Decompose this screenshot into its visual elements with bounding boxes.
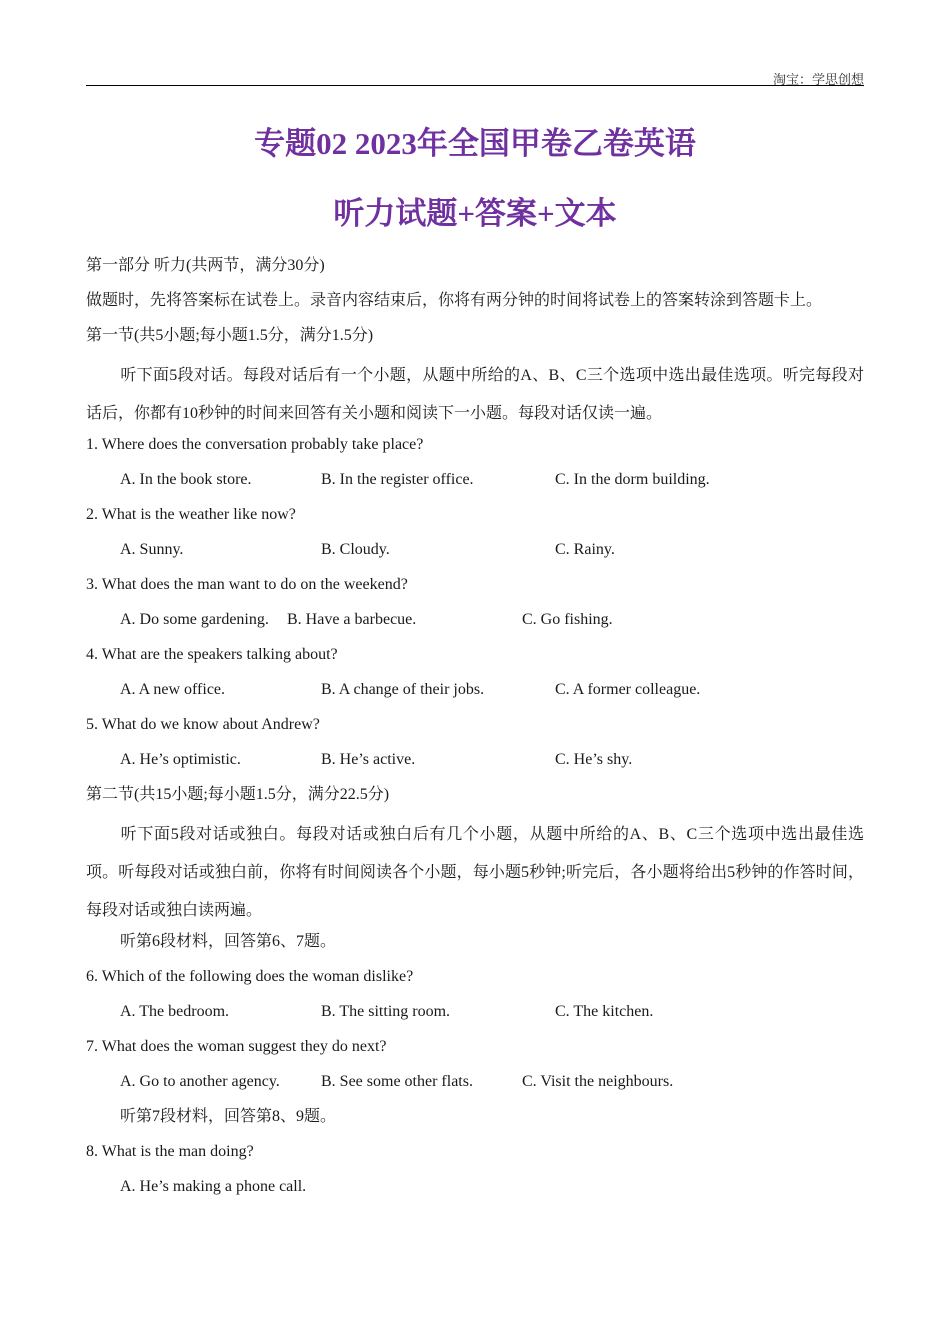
section2-intro: 听下面5段对话或独白。每段对话或独白后有几个小题，从题中所给的A、B、C三个选项中选出最佳选项。听每段对话或独白前，你将有时间阅读各个小题，每小题5秒钟;听完后，各小题将给出5秒钟的作答时间，每段对话或独白读两遍。 — [86, 826, 864, 919]
header-note: 淘宝：学思创想 — [772, 72, 864, 87]
question-7-options — [86, 1068, 864, 1103]
question-6-options — [86, 998, 864, 1033]
part1-heading: 第一部分 听力(共两节，满分30分) — [86, 257, 325, 274]
option-a: A. A new office. — [120, 681, 226, 698]
header-divider — [86, 85, 864, 86]
question-7: 7. What does the woman suggest they do next? — [86, 1038, 387, 1055]
option-b: B. See some other flats. — [321, 1073, 473, 1090]
exam-content — [86, 252, 864, 1208]
option-b: B. In the register office. — [321, 471, 474, 488]
question-8-options — [86, 1173, 864, 1208]
page-title-line1: 专题02 2023年全国甲卷乙卷英语 — [254, 126, 696, 161]
question-6: 6. Which of the following does the woman dislike? — [86, 968, 414, 985]
section2-heading: 第二节(共15小题;每小题1.5分，满分22.5分) — [86, 786, 390, 803]
option-a: A. He’s making a phone call. — [120, 1178, 307, 1195]
option-c: C. Rainy. — [555, 541, 615, 558]
general-instruction: 做题时，先将答案标在试卷上。录音内容结束后，你将有两分钟的时间将试卷上的答案转涂到答题卡上。 — [86, 292, 823, 309]
option-a: A. The bedroom. — [120, 1003, 230, 1020]
option-c: C. He’s shy. — [555, 751, 633, 768]
option-b: B. A change of their jobs. — [321, 681, 485, 698]
material-7-note: 听第7段材料，回答第8、9题。 — [120, 1108, 337, 1125]
option-c: C. In the dorm building. — [555, 471, 710, 488]
option-b: B. Cloudy. — [321, 541, 390, 558]
option-a: A. Do some gardening. — [120, 611, 269, 628]
question-2-options — [86, 536, 864, 571]
page-title-line2: 听力试题+答案+文本 — [333, 196, 617, 231]
option-c: C. Go fishing. — [522, 611, 613, 628]
question-2: 2. What is the weather like now? — [86, 506, 296, 523]
question-1: 1. Where does the conversation probably take place? — [86, 436, 424, 453]
question-5: 5. What do we know about Andrew? — [86, 716, 320, 733]
option-c: C. A former colleague. — [555, 681, 701, 698]
question-1-options — [86, 466, 864, 501]
option-a: A. In the book store. — [120, 471, 252, 488]
option-c: C. The kitchen. — [555, 1003, 654, 1020]
option-a: A. Go to another agency. — [120, 1073, 280, 1090]
question-5-options — [86, 746, 864, 781]
section1-heading: 第一节(共5小题;每小题1.5分，满分1.5分) — [86, 327, 374, 344]
question-4-options — [86, 676, 864, 711]
option-c: C. Visit the neighbours. — [522, 1073, 674, 1090]
material-6-note: 听第6段材料，回答第6、7题。 — [120, 933, 337, 950]
option-b: B. Have a barbecue. — [287, 611, 417, 628]
question-4: 4. What are the speakers talking about? — [86, 646, 338, 663]
option-b: B. He’s active. — [321, 751, 416, 768]
question-3-options — [86, 606, 864, 641]
question-8: 8. What is the man doing? — [86, 1143, 254, 1160]
option-b: B. The sitting room. — [321, 1003, 451, 1020]
option-a: A. He’s optimistic. — [120, 751, 241, 768]
question-3: 3. What does the man want to do on the weekend? — [86, 576, 408, 593]
section1-intro: 听下面5段对话。每段对话后有一个小题，从题中所给的A、B、C三个选项中选出最佳选项。听完每段对话后，你都有10秒钟的时间来回答有关小题和阅读下一小题。每段对话仅读一遍。 — [86, 367, 864, 422]
option-a: A. Sunny. — [120, 541, 184, 558]
